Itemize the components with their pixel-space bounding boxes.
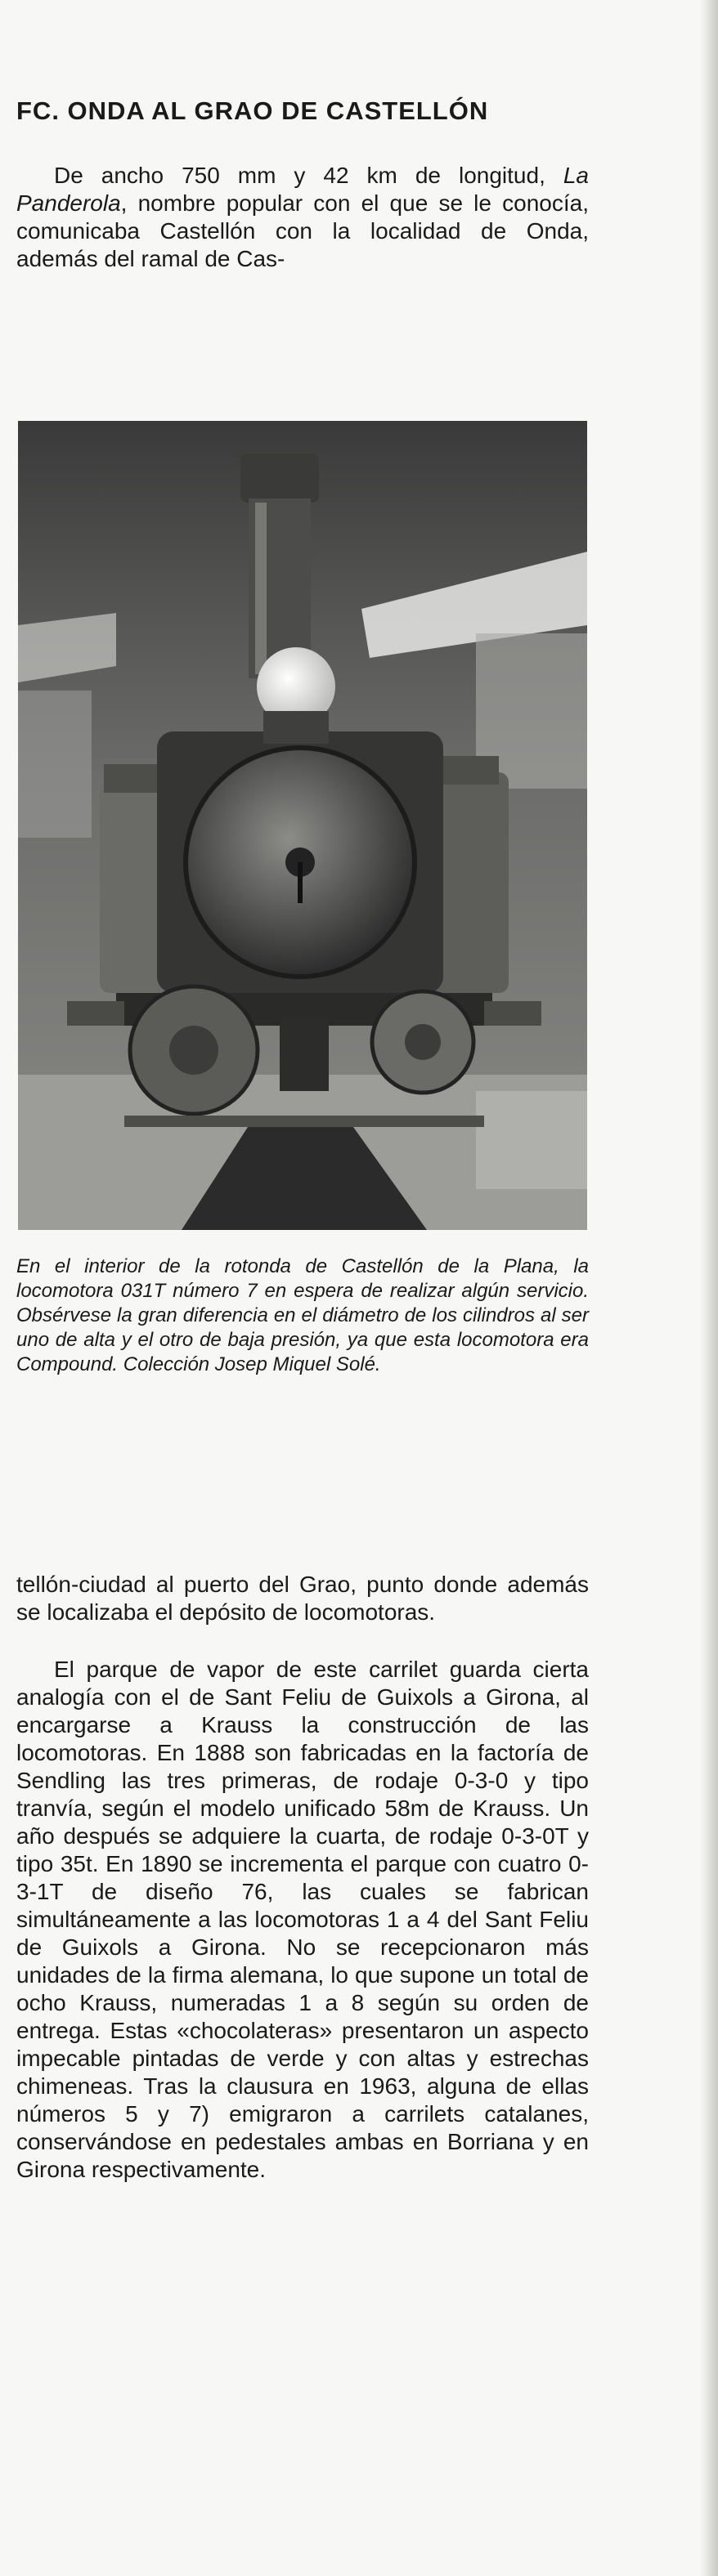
locomotive-illustration <box>18 421 587 1230</box>
page-edge-shadow <box>700 0 718 2576</box>
article-title: FC. ONDA AL GRAO DE CASTELLÓN <box>16 96 489 125</box>
continuation-paragraph: tellón-ciudad al puerto del Grao, punto donde además se localizaba el depósito de locomotoras. <box>16 1572 589 1625</box>
body-paragraph-2: El parque de vapor de este carrilet guarda cierta analogía con el de Sant Feliu de Guixols a Girona, al encargarse a Krauss la construcción de las locomotoras. En 1888 son fabricadas en la factoría de Sendling las tres primeras, de rodaje 0-3-0 y tipo tranvía, según el modelo unificado 58m de Krauss. Un año después se adquiere la cuarta, de rodaje 0-3-0T y tipo 35t. En 1890 se incrementa el parque con cuatro 0-3-1T de diseño 76, las cuales se fabrican simultáneamente a las locomotoras 1 a 4 del Sant Feliu de Guixols a Girona. No se recepcionaron más unidades de la firma alemana, lo que supone un total de ocho Krauss, numeradas 1 a 8 según su orden de entrega. Estas «chocolateras» presentaron un aspecto impecable pintadas de verde y con altas y estrechas chimeneas. Tras la clausura en 1963, alguna de ellas números 5 y 7) emigraron a carrilets catalanes, conservándose en pedestales ambas en Borriana y en Girona respectivamente. <box>16 1657 589 2182</box>
photo-caption: En el interior de la rotonda de Castellón de la Plana, la locomotora 031T número 7 en espera de realizar algún servicio. Obsérvese la gran diferencia en el diámetro de los cilindros al ser uno de alta y el otro de baja presión, ya que esta locomotora era Compound. Colección Josep Miquel Solé. <box>16 1255 589 1375</box>
intro-text-start: De ancho 750 mm y 42 km de longitud, <box>54 163 563 188</box>
locomotive-photo <box>18 421 587 1230</box>
intro-paragraph <box>16 162 589 273</box>
intro-text-end: , nombre popular con el que se le conocía, comunicaba Castellón con la localidad de Onda, además del ramal de Cas- <box>16 190 589 271</box>
nickname-la-panderola: La Panderola <box>16 163 589 216</box>
